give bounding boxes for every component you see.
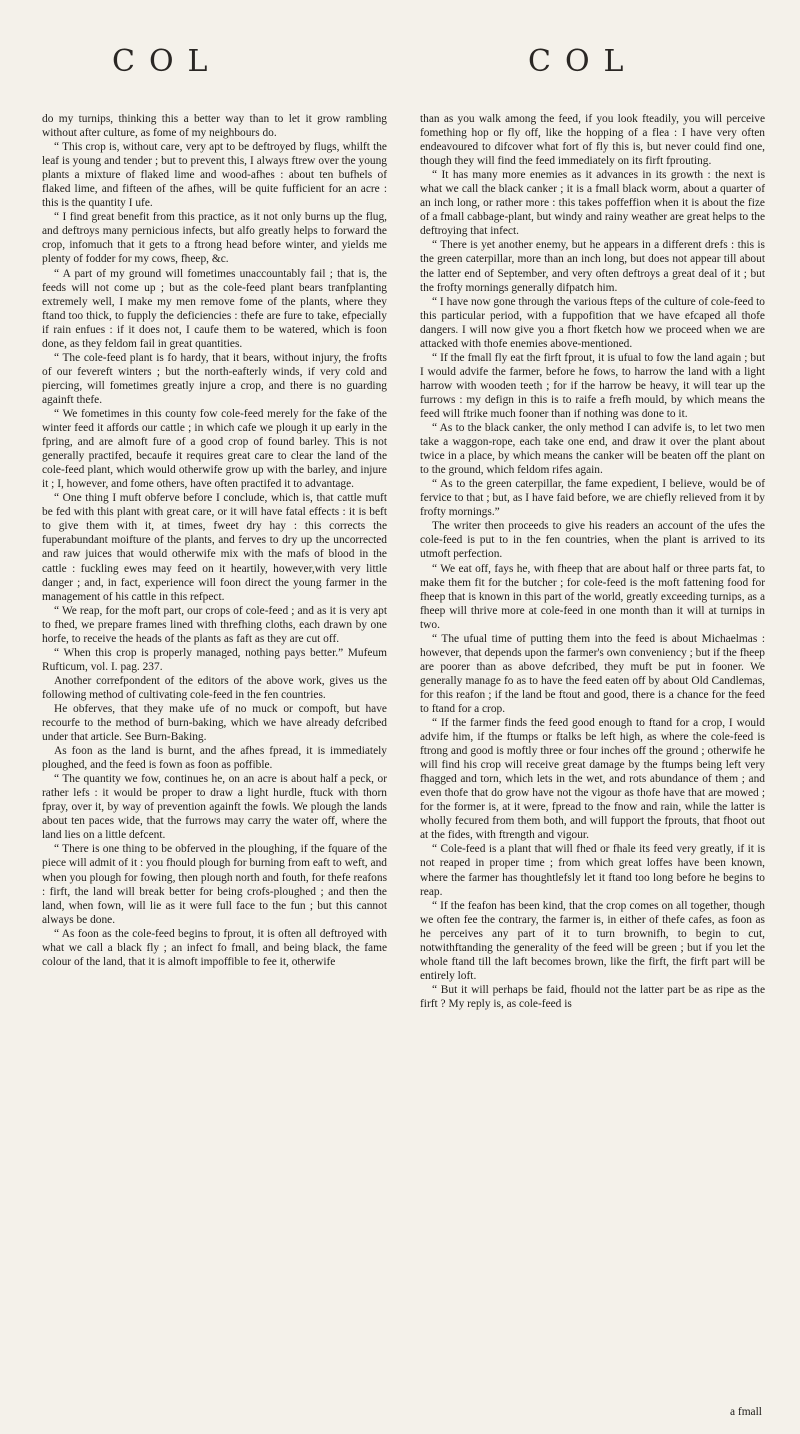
paragraph: “ This crop is, without care, very apt to be deftroyed by flugs, whilft the leaf is young and tender ; but to prevent this, I always ftrew over the young plants a mixture of flaked lime and wood-afhes : about ten bufhels of flaked lime, and fifteen of the afhes, will be quite fufficient for an acre : this is the quantity I ufe.: [42, 141, 387, 210]
paragraph: “ If the farmer finds the feed good enough to ftand for a crop, I would advife him, if the ftumps or ftalks be left high, as where the cole-feed is ftrong and good is moftly three or four inches off the ground ; otherwife he will find his crop will receive great damage by the ftumps being left very fhagged and torn, which lets in the wet, and rots abundance of them ; and even thofe that do grow have not the vigour as thofe have that are mowed ; for the former is, at it were, fpread to the fnow and rain, while the latter is wholly fecured from them both, and will fupport the fprouts, that fhoot out at the fides, with ftrength and vigour.: [420, 717, 765, 842]
running-head-right: COL: [528, 44, 638, 79]
paragraph: “ Cole-feed is a plant that will fhed or fhale its feed very greatly, if it is not reaped in proper time ; from which great loffes have been known, where the farmer has thoughtlefsly let it ftand too long before he begins to reap.: [420, 843, 765, 898]
paragraph: “ I find great benefit from this practice, as it not only burns up the flug, and deftroys many pernicious infects, but alfo greatly helps to forward the crop, infomuch that it gets to a ftrong head before winter, and yields me plenty of fodder for my cows, fheep, &c.: [42, 211, 387, 266]
paragraph: “ There is yet another enemy, but he appears in a different drefs : this is the green caterpillar, more than an inch long, but does not appear till about the latter end of September, and very often deftroys a great deal of it ; but the frofty mornings generally difpatch him.: [420, 239, 765, 294]
paragraph: “ We eat off, fays he, with fheep that are about half or three parts fat, to make them fit for the butcher ; for cole-feed is the moft fattening food for fheep that is known in this part of the world, greatly exceeding turnips, as a fheep will thrive more at cole-feed in one month than it will at turnips in two.: [420, 562, 765, 631]
paragraph: “ It has many more enemies as it advances in its growth : the next is what we call the black canker ; it is a fmall black worm, about a quarter of an inch long, or rather more : this takes poffeffion when it is about the fize of a fmall cabbage-plant, but windy and rainy weather are great helps to the deftroying that infect.: [420, 169, 765, 238]
paragraph: “ There is one thing to be obferved in the ploughing, if the fquare of the piece will admit of it : you fhould plough for burning from eaft to weft, and when you plough for fowing, then plough north and fouth, for thefe reafons : firft, the land will break better for being crofs-ploughed ; and then the land, when fown, will lie as it were full face to the fun ; but this cannot always be done.: [42, 843, 387, 926]
paragraph: do my turnips, thinking this a better way than to let it grow rambling without after culture, as fome of my neighbours do.: [42, 113, 387, 140]
paragraph: “ If the feafon has been kind, that the crop comes on all together, though we often fee the contrary, the farmer is, in either of thefe cafes, as foon as he perceives any part of it to turn brownifh, to begin to cut, notwithftanding the generality of the feed will be green ; but if you let the whole ftand till the laft becomes brown, like the firft, the firft part will be entirely loft.: [420, 899, 765, 982]
paragraph: than as you walk among the feed, if you look fteadily, you will perceive fomething hop or fly off, like the hopping of a flea : I have very often endeavoured to difcover what fort of fly this is, but never could find one, though they will find the feed immediately on its firft fprouting.: [420, 113, 765, 168]
paragraph: “ The quantity we fow, continues he, on an acre is about half a peck, or rather lefs : it would be proper to draw a light hurdle, ftuck with thorn fpray, over it, by way of prevention againft the fowls. We plough the lands about ten paces wide, that the furrows may carry the water off, where the land lies on a little defcent.: [42, 773, 387, 842]
paragraph: “ A part of my ground will fometimes unaccountably fail ; that is, the feeds will not come up ; but as the cole-feed plant bears tranfplanting extremely well, I make my men remove fome of the plants, where they ftand too thick, to fupply the deficiencies : thefe are fure to take, efpecially if rain enfues : if it does not, I caufe them to be watered, which is foon done, as they feldom fail in great quantities.: [42, 267, 387, 350]
paragraph: “ We reap, for the moft part, our crops of cole-feed ; and as it is very apt to fhed, we prepare frames lined with threfhing cloths, each drawn by one horfe, to receive the heads of the plants as faft as they are cut off.: [42, 604, 387, 645]
running-header: [0, 44, 800, 84]
paragraph: “ As foon as the cole-feed begins to fprout, it is often all deftroyed with what we call a black fly ; an infect fo fmall, and being black, the fame colour of the land, that it is almoft impoffible to fee it, otherwife: [42, 927, 387, 968]
paragraph: “ If the fmall fly eat the firft fprout, it is ufual to fow the land again ; but I would advife the farmer, before he fows, to harrow the land with a light harrow with wooden teeth ; for if the harrow be heavy, it will tear up the furrows : my defign in this is to raife a frefh mould, by which means the feed will ftrike much fooner than if nothing was done to it.: [420, 351, 765, 420]
paragraph: As foon as the land is burnt, and the afhes fpread, it is immediately ploughed, and the feed is fown as foon as poffible.: [42, 745, 387, 772]
catchword: a fmall: [730, 1406, 762, 1418]
running-head-left: COL: [112, 44, 222, 79]
paragraph: He obferves, that they make ufe of no muck or compoft, but have recourfe to the method of burn-baking, which we have already defcribed under that article. See Burn-Baking.: [42, 702, 387, 744]
right-text-column: [420, 112, 765, 1011]
paragraph: “ As to the black canker, the only method I can advife is, to let two men take a waggon-rope, each take one end, and draw it over the plant about twice in a place, by which means the canker will be beaten off the plant on to the ground, which feldom rifes again.: [420, 422, 765, 477]
paragraph: “ But it will perhaps be faid, fhould not the latter part be as ripe as the firft ? My reply is, as cole-feed is: [420, 983, 765, 1010]
paragraph: “ One thing I muft obferve before I conclude, which is, that cattle muft be fed with this plant with great care, or it will have fatal effects : it is beft to give them with it, at times, fweet dry hay : this corrects the fuperabundant moifture of the plants, and ferves to dry up the uncorrected and raw juices that would otherwife mix with the mafs of blood in the cattle : fuckling ewes may feed on it heartily, however,with very little danger ; and, in fact, experience will foon direct the young farmer in the management of his cattle in this refpect.: [42, 492, 387, 603]
paragraph: “ As to the green caterpillar, the fame expedient, I believe, would be of fervice to that ; but, as I have faid before, we are chiefly relieved from it by frofty mornings.”: [420, 478, 765, 519]
paragraph: “ The ufual time of putting them into the feed is about Michaelmas : however, that depends upon the farmer's own conveniency ; but if the fheep are poorer than as above defcribed, they muft be put in fooner. We generally manage fo as to have the feed eaten off by about Old Candlemas, for this reafon ; if the land be ftout and good, there is a chance for the feed to ftand for a crop.: [420, 632, 765, 715]
paragraph: “ The cole-feed plant is fo hardy, that it bears, without injury, the frofts of our fevereft winters ; but the north-eafterly winds, if very cold and piercing, will fometimes greatly injure a crop, and there is no guarding againft thefe.: [42, 351, 387, 406]
paragraph: “ I have now gone through the various fteps of the culture of cole-feed to this particular period, with a fuppofition that we have efcaped all thofe dangers. I will now give you a fhort fketch how we proceed when we are attacked with thofe enemies above-mentioned.: [420, 295, 765, 350]
left-text-column: [42, 112, 387, 969]
paragraph: Another correfpondent of the editors of the above work, gives us the following method of cultivating cole-feed in the fen countries.: [42, 674, 387, 701]
paragraph: “ We fometimes in this county fow cole-feed merely for the fake of the winter feed it affords our cattle ; in which cafe we plough it up early in the fpring, and are almoft fure of a good crop of found barley. This is not generally practifed, becaufe it requires great care to clear the land of the cole-feed plant, which would otherwife grow up with the barley, and injure it ; I, however, and fome others, have often practifed it to advantage.: [42, 407, 387, 491]
paragraph: The writer then proceeds to give his readers an account of the ufes the cole-feed is put to in the fen countries, when the plant is arrived to its utmoft perfection.: [420, 520, 765, 561]
paragraph: “ When this crop is properly managed, nothing pays better.” Mufeum Rufticum, vol. I. pag. 237.: [42, 646, 387, 673]
